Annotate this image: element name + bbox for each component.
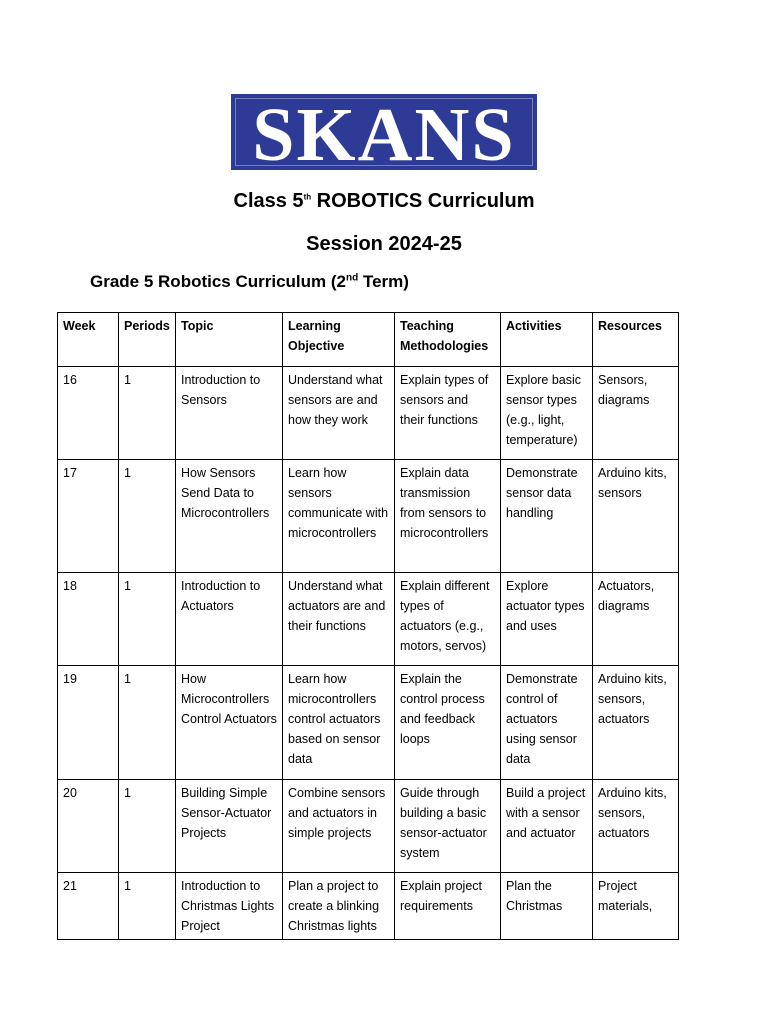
cell-learning-objective: Plan a project to create a blinking Christmas lights [283,873,395,940]
subtitle-prefix: Grade 5 Robotics Curriculum (2 [90,272,346,291]
cell-activities: Explore actuator types and uses [501,573,593,666]
cell-periods: 1 [119,873,176,940]
curriculum-table [57,312,679,940]
title-prefix: Class 5 [233,190,304,212]
subtitle-superscript: nd [346,272,359,284]
skans-logo [231,93,537,177]
cell-resources: Actuators, diagrams [593,573,679,666]
cell-week: 18 [58,573,119,666]
page-title [0,190,768,213]
cell-teaching-methodologies: Guide through building a basic sensor-actuator system [395,780,501,873]
cell-periods: 1 [119,780,176,873]
cell-periods: 1 [119,367,176,460]
cell-learning-objective: Combine sensors and actuators in simple projects [283,780,395,873]
cell-periods: 1 [119,666,176,780]
cell-resources: Arduino kits, sensors [593,460,679,573]
cell-learning-objective: Understand what actuators are and their functions [283,573,395,666]
table-row [58,780,679,873]
table-row [58,873,679,940]
table-row [58,367,679,460]
session-title: Session 2024-25 [306,233,462,255]
header-resources: Resources [593,313,679,367]
cell-resources: Sensors, diagrams [593,367,679,460]
header-activities: Activities [501,313,593,367]
cell-week: 21 [58,873,119,940]
cell-resources: Project materials, [593,873,679,940]
cell-teaching-methodologies: Explain the control process and feedback loops [395,666,501,780]
header-topic: Topic [176,313,283,367]
cell-learning-objective: Learn how sensors communicate with microcontrollers [283,460,395,573]
header-teaching-methodologies: Teaching Methodologies [395,313,501,367]
cell-periods: 1 [119,573,176,666]
cell-topic: Introduction to Sensors [176,367,283,460]
cell-activities: Explore basic sensor types (e.g., light, temperature) [501,367,593,460]
cell-teaching-methodologies: Explain different types of actuators (e.g., motors, servos) [395,573,501,666]
table-header-row [58,313,679,367]
cell-activities: Build a project with a sensor and actuator [501,780,593,873]
cell-week: 16 [58,367,119,460]
cell-topic: Building Simple Sensor-Actuator Projects [176,780,283,873]
header-periods: Periods [119,313,176,367]
cell-learning-objective: Learn how microcontrollers control actuators based on sensor data [283,666,395,780]
curriculum-subtitle [90,272,409,292]
table-row [58,573,679,666]
cell-teaching-methodologies: Explain project requirements [395,873,501,940]
cell-week: 20 [58,780,119,873]
cell-activities: Demonstrate sensor data handling [501,460,593,573]
cell-activities: Plan the Christmas [501,873,593,940]
cell-teaching-methodologies: Explain types of sensors and their functions [395,367,501,460]
table-row [58,666,679,780]
cell-topic: How Microcontrollers Control Actuators [176,666,283,780]
cell-topic: How Sensors Send Data to Microcontrollers [176,460,283,573]
header-week: Week [58,313,119,367]
cell-resources: Arduino kits, sensors, actuators [593,666,679,780]
cell-topic: Introduction to Actuators [176,573,283,666]
title-superscript: th [303,192,312,202]
cell-activities: Demonstrate control of actuators using sensor data [501,666,593,780]
cell-topic: Introduction to Christmas Lights Project [176,873,283,940]
header-learning-objective: Learning Objective [283,313,395,367]
cell-week: 17 [58,460,119,573]
cell-periods: 1 [119,460,176,573]
cell-teaching-methodologies: Explain data transmission from sensors to microcontrollers [395,460,501,573]
subtitle-suffix: Term) [358,272,409,291]
logo-text: SKANS [252,93,516,177]
title-suffix: ROBOTICS Curriculum [311,190,535,212]
cell-resources: Arduino kits, sensors, actuators [593,780,679,873]
cell-week: 19 [58,666,119,780]
cell-learning-objective: Understand what sensors are and how they work [283,367,395,460]
table-row [58,460,679,573]
